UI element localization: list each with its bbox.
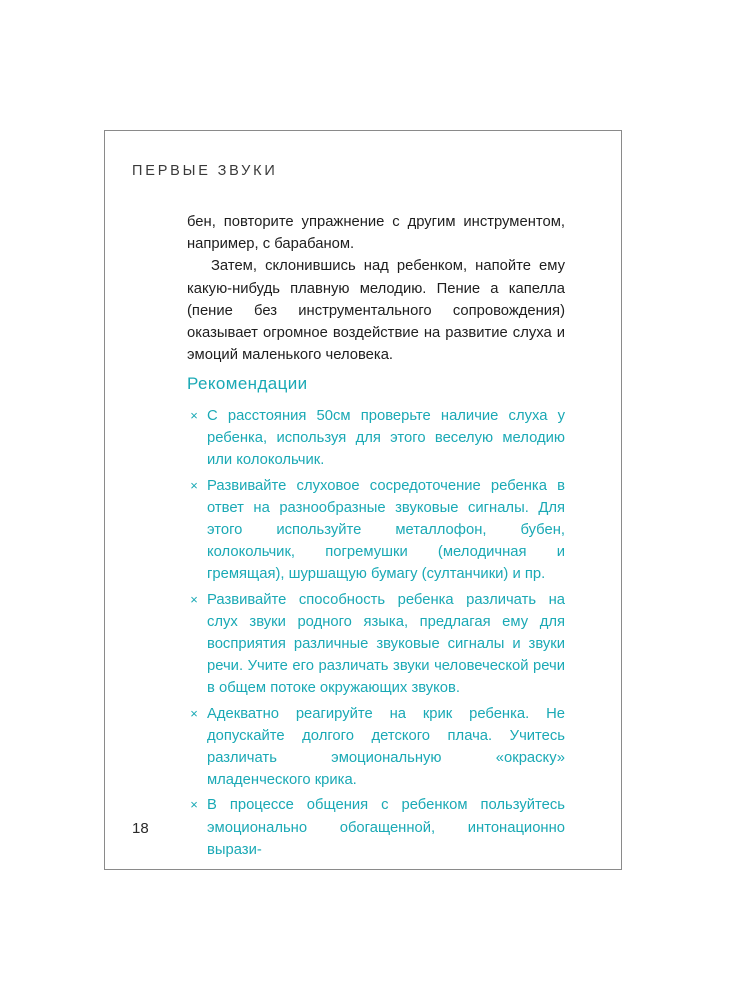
paragraph-singing: Затем, склонившись над ребенком, напойте ему какую-нибудь плавную мелодию. Пение а капелла (пение без инструментального сопровождения) оказывает огромное воздействие на развитие слуха и эмоций маленького человека.: [187, 258, 565, 364]
recommendations-heading: Рекомендации: [187, 374, 308, 393]
running-title: ПЕРВЫЕ ЗВУКИ: [132, 163, 278, 179]
recommendation-text: В процессе общения с ребенком пользуйтесь эмоционально обогащенной, интонационно вырази-: [207, 797, 565, 858]
recommendations-list: [187, 405, 565, 864]
cross-bullet-icon: ×: [190, 591, 198, 607]
paragraph-continuation: бен, повторите упражнение с другим инструментом, например, с барабаном.: [187, 214, 565, 253]
cross-bullet-icon: ×: [190, 705, 198, 721]
recommendation-item: [187, 589, 565, 700]
cross-bullet-icon: ×: [190, 797, 198, 813]
recommendation-item: [187, 405, 565, 472]
recommendation-item: [187, 794, 565, 861]
recommendation-item: [187, 703, 565, 792]
recommendation-text: Развивайте способность ребенка различать на слух звуки родного языка, предлагая ему для восприятия различные звуковые сигналы и звуки речи. Учите его различать звуки человеческой речи в общем потоке окружающих звуков.: [207, 591, 565, 697]
page-number: 18: [132, 820, 149, 837]
cross-bullet-icon: ×: [190, 477, 198, 493]
cross-bullet-icon: ×: [190, 408, 198, 423]
recommendation-item: [187, 475, 565, 586]
recommendation-text: С расстояния 50см проверьте наличие слуха у ребенка, используя для этого веселую мелодию или колокольчик.: [207, 408, 565, 469]
body-text: [187, 211, 565, 366]
recommendation-text: Адекватно реагируйте на крик ребенка. Не допускайте долгого детского плача. Учитесь различать эмоциональную «окраску» младенческого крика.: [207, 705, 565, 789]
recommendation-text: Развивайте слуховое сосредоточение ребенка в ответ на разнообразные звуковые сигналы. Для этого используйте металлофон, бубен, колокольчик, погремушки (мелодичная и гремящая), шуршащую бумагу (султанчики) и пр.: [207, 477, 565, 583]
